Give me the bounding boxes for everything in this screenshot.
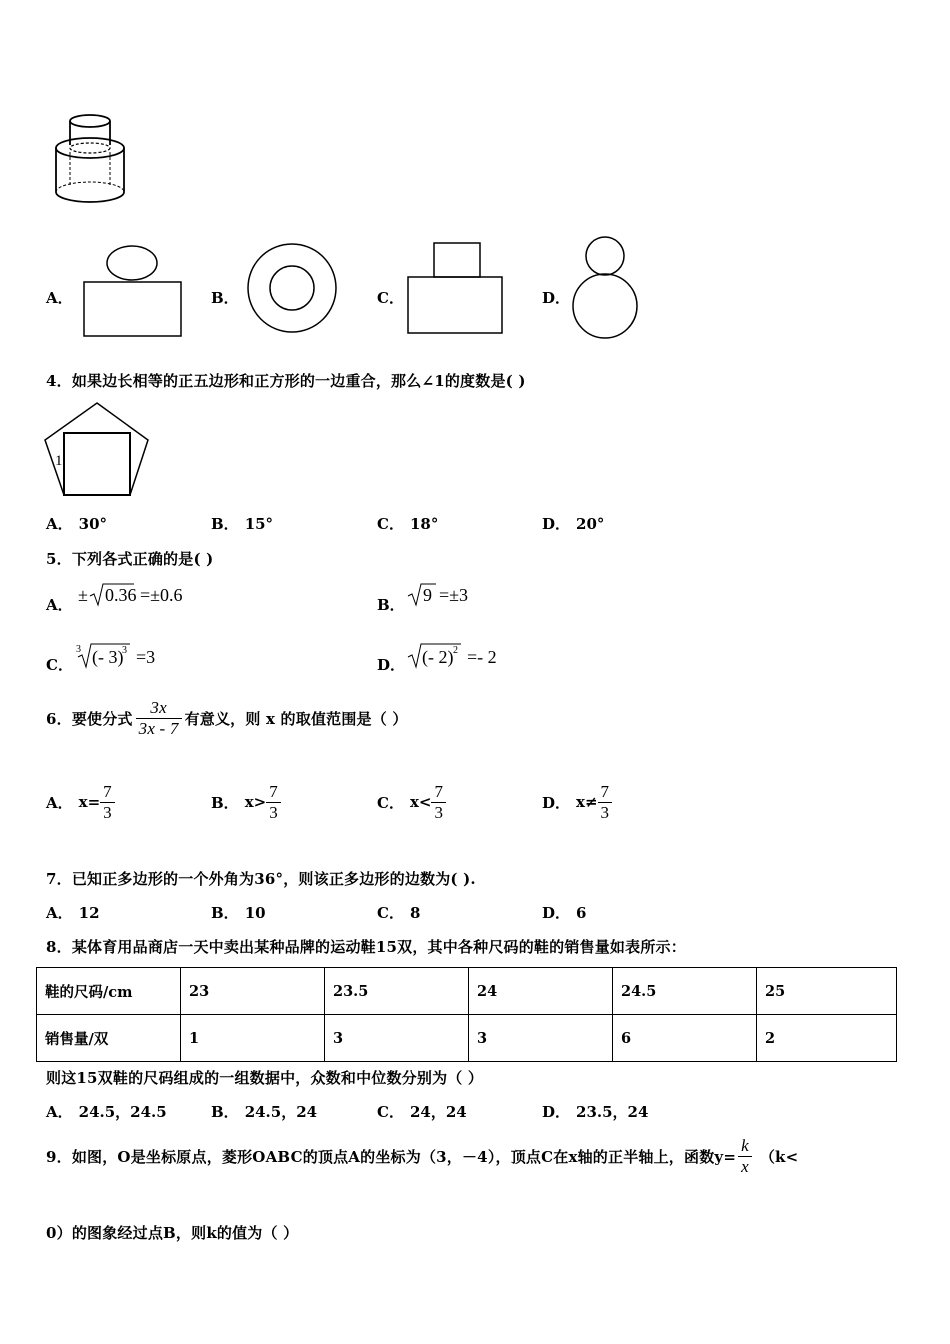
table-cell: 3: [325, 1015, 469, 1062]
option-label: D．: [542, 289, 571, 307]
q6-option-c[interactable]: [377, 782, 446, 822]
table-cell: 1: [181, 1015, 325, 1062]
denominator: 3: [266, 802, 281, 823]
exponent: 2: [453, 645, 458, 656]
q3-option-d-figure: [570, 234, 640, 342]
table-header-cell: 鞋的尺码/cm: [37, 968, 181, 1015]
option-label: D．: [542, 1103, 571, 1121]
denominator: 3: [598, 802, 613, 823]
option-label: B．: [211, 1103, 239, 1121]
rhs: =±0.6: [140, 585, 183, 605]
option-label: B．: [211, 515, 239, 533]
q3-option-a-figure: [80, 244, 185, 340]
option-label: C．: [377, 515, 404, 533]
option-label: A．: [46, 904, 73, 922]
fraction: [598, 782, 613, 822]
fraction: [266, 782, 281, 822]
numerator: k: [741, 1136, 749, 1155]
q3-option-c[interactable]: [377, 287, 404, 308]
option-prefix: x<: [409, 793, 432, 812]
q5-option-b[interactable]: [377, 594, 405, 615]
fraction: [738, 1136, 752, 1176]
option-text: 24.5，24: [244, 1103, 318, 1121]
rhs: =- 2: [467, 647, 497, 667]
table-cell: 6: [613, 1015, 757, 1062]
table-cell: 25: [757, 968, 897, 1015]
q6-option-b[interactable]: [211, 782, 281, 822]
option-prefix: x=: [78, 793, 101, 812]
q9-stem-line2: 0）的图象经过点B，则k的值为（ ）: [46, 1224, 299, 1242]
q8-stem: 8．某体育用品商店一天中卖出某种品牌的运动鞋15双，其中各种尺码的鞋的销售量如表所示：: [46, 938, 686, 956]
option-label: D．: [542, 904, 571, 922]
q7-stem: 7．已知正多边形的一个外角为36°，则该正多边形的边数为( ).: [46, 870, 476, 888]
option-text: 18°: [409, 515, 439, 533]
table-cell: 24.5: [613, 968, 757, 1015]
option-label: A．: [46, 289, 73, 307]
option-text: 30°: [78, 515, 108, 533]
q5-option-a-formula: [76, 580, 226, 610]
radicand: (- 3): [92, 647, 124, 667]
fraction: [100, 782, 115, 822]
denominator: 3: [431, 802, 446, 823]
denominator: 3x - 7: [136, 718, 182, 739]
option-label: D．: [377, 656, 406, 674]
q7-option-c[interactable]: [377, 902, 420, 923]
rhs: =3: [136, 647, 156, 667]
shoe-size-table: [36, 967, 897, 1062]
stem-prefix: 6．要使分式: [46, 709, 133, 728]
numerator: 7: [434, 782, 443, 801]
q3-option-b[interactable]: [211, 287, 239, 308]
option-text: 15°: [244, 515, 274, 533]
numerator: 3x: [150, 698, 167, 717]
option-label: B．: [211, 793, 239, 812]
table-cell: 23: [181, 968, 325, 1015]
q7-option-b[interactable]: [211, 902, 266, 923]
q3-option-d[interactable]: [542, 287, 570, 308]
option-text: 23.5，24: [576, 1103, 649, 1121]
q3-option-a[interactable]: [46, 287, 73, 308]
pentagon-square-figure: [40, 398, 160, 500]
radicand: (- 2): [422, 647, 454, 667]
option-label: B．: [211, 904, 239, 922]
option-text: 6: [576, 904, 587, 922]
q9-stem-line1: [46, 1136, 798, 1176]
option-label: C．: [377, 904, 404, 922]
rhs: =±3: [439, 585, 469, 605]
stem-suffix: 有意义，则 x 的取值范围是（ ）: [184, 709, 408, 728]
option-label: A．: [46, 793, 73, 812]
table-cell: 3: [469, 1015, 613, 1062]
option-label: B．: [211, 289, 239, 307]
q3-option-b-figure: [244, 240, 340, 336]
table-cell: 23.5: [325, 968, 469, 1015]
option-label: A．: [46, 515, 73, 533]
table-row: [37, 1015, 897, 1062]
q8-option-d[interactable]: [542, 1101, 648, 1122]
stem-suffix: （k<: [759, 1147, 799, 1166]
q6-option-a[interactable]: [46, 782, 115, 822]
stem-prefix: 9．如图，O是坐标原点，菱形OABC的顶点A的坐标为（3，－4），顶点C在x轴的正半轴上，函数y=: [46, 1147, 737, 1166]
option-text: 8: [409, 904, 421, 922]
root-index: 3: [76, 644, 81, 655]
option-label: C．: [377, 793, 404, 812]
table-header-cell: 销售量/双: [37, 1015, 181, 1062]
option-label: C．: [377, 1103, 404, 1121]
q3-option-c-figure: [404, 240, 506, 338]
table-row: [37, 968, 897, 1015]
q5-option-b-formula: [405, 580, 495, 610]
q8-question: 则这15双鞋的尺码组成的一组数据中，众数和中位数分别为（ ）: [46, 1069, 484, 1087]
option-label: A．: [46, 1103, 73, 1121]
q4-stem: 4．如果边长相等的正五边形和正方形的一边重合，那么∠1的度数是( ): [46, 372, 526, 390]
q6-option-d[interactable]: [542, 782, 612, 822]
q4-option-d[interactable]: [542, 513, 604, 534]
option-label: B．: [377, 596, 405, 614]
radicand: 0.36: [105, 585, 137, 605]
q8-option-a[interactable]: [46, 1101, 167, 1122]
q5-option-c-formula: [74, 640, 184, 672]
option-label: A．: [46, 596, 73, 614]
cylinder-solid-figure: [48, 110, 138, 215]
q4-option-a[interactable]: [46, 513, 107, 534]
q7-option-d[interactable]: [542, 902, 586, 923]
option-label: D．: [542, 793, 571, 812]
numerator: 7: [269, 782, 278, 801]
denominator: 3: [100, 802, 115, 823]
numerator: 7: [103, 782, 112, 801]
option-prefix: x≠: [576, 793, 598, 812]
option-label: C．: [46, 656, 73, 674]
q4-option-c[interactable]: [377, 513, 438, 534]
q5-option-d-formula: [405, 640, 525, 672]
q6-stem: [46, 698, 408, 738]
q5-option-c[interactable]: [46, 654, 73, 675]
option-label: C．: [377, 289, 404, 307]
option-prefix: x>: [244, 793, 267, 812]
table-cell: 2: [757, 1015, 897, 1062]
plus-minus-sign: ±: [78, 585, 88, 605]
radicand: 9: [423, 585, 432, 605]
q4-option-b[interactable]: [211, 513, 273, 534]
q8-option-b[interactable]: [211, 1101, 317, 1122]
fraction: [431, 782, 446, 822]
q5-stem: 5．下列各式正确的是( ): [46, 550, 214, 568]
option-text: 24，24: [409, 1103, 467, 1121]
q5-option-d[interactable]: [377, 654, 405, 675]
table-cell: 24: [469, 968, 613, 1015]
numerator: 7: [600, 782, 610, 801]
angle-label: 1: [55, 453, 63, 469]
option-text: 10: [244, 904, 266, 922]
option-label: D．: [542, 515, 571, 533]
option-text: 20°: [576, 515, 605, 533]
q5-option-a[interactable]: [46, 594, 73, 615]
denominator: x: [738, 1156, 752, 1177]
q8-option-c[interactable]: [377, 1101, 467, 1122]
exponent: 3: [122, 645, 127, 656]
option-text: 24.5，24.5: [78, 1103, 167, 1121]
q7-option-a[interactable]: [46, 902, 100, 923]
fraction: [136, 698, 182, 738]
option-text: 12: [78, 904, 100, 922]
